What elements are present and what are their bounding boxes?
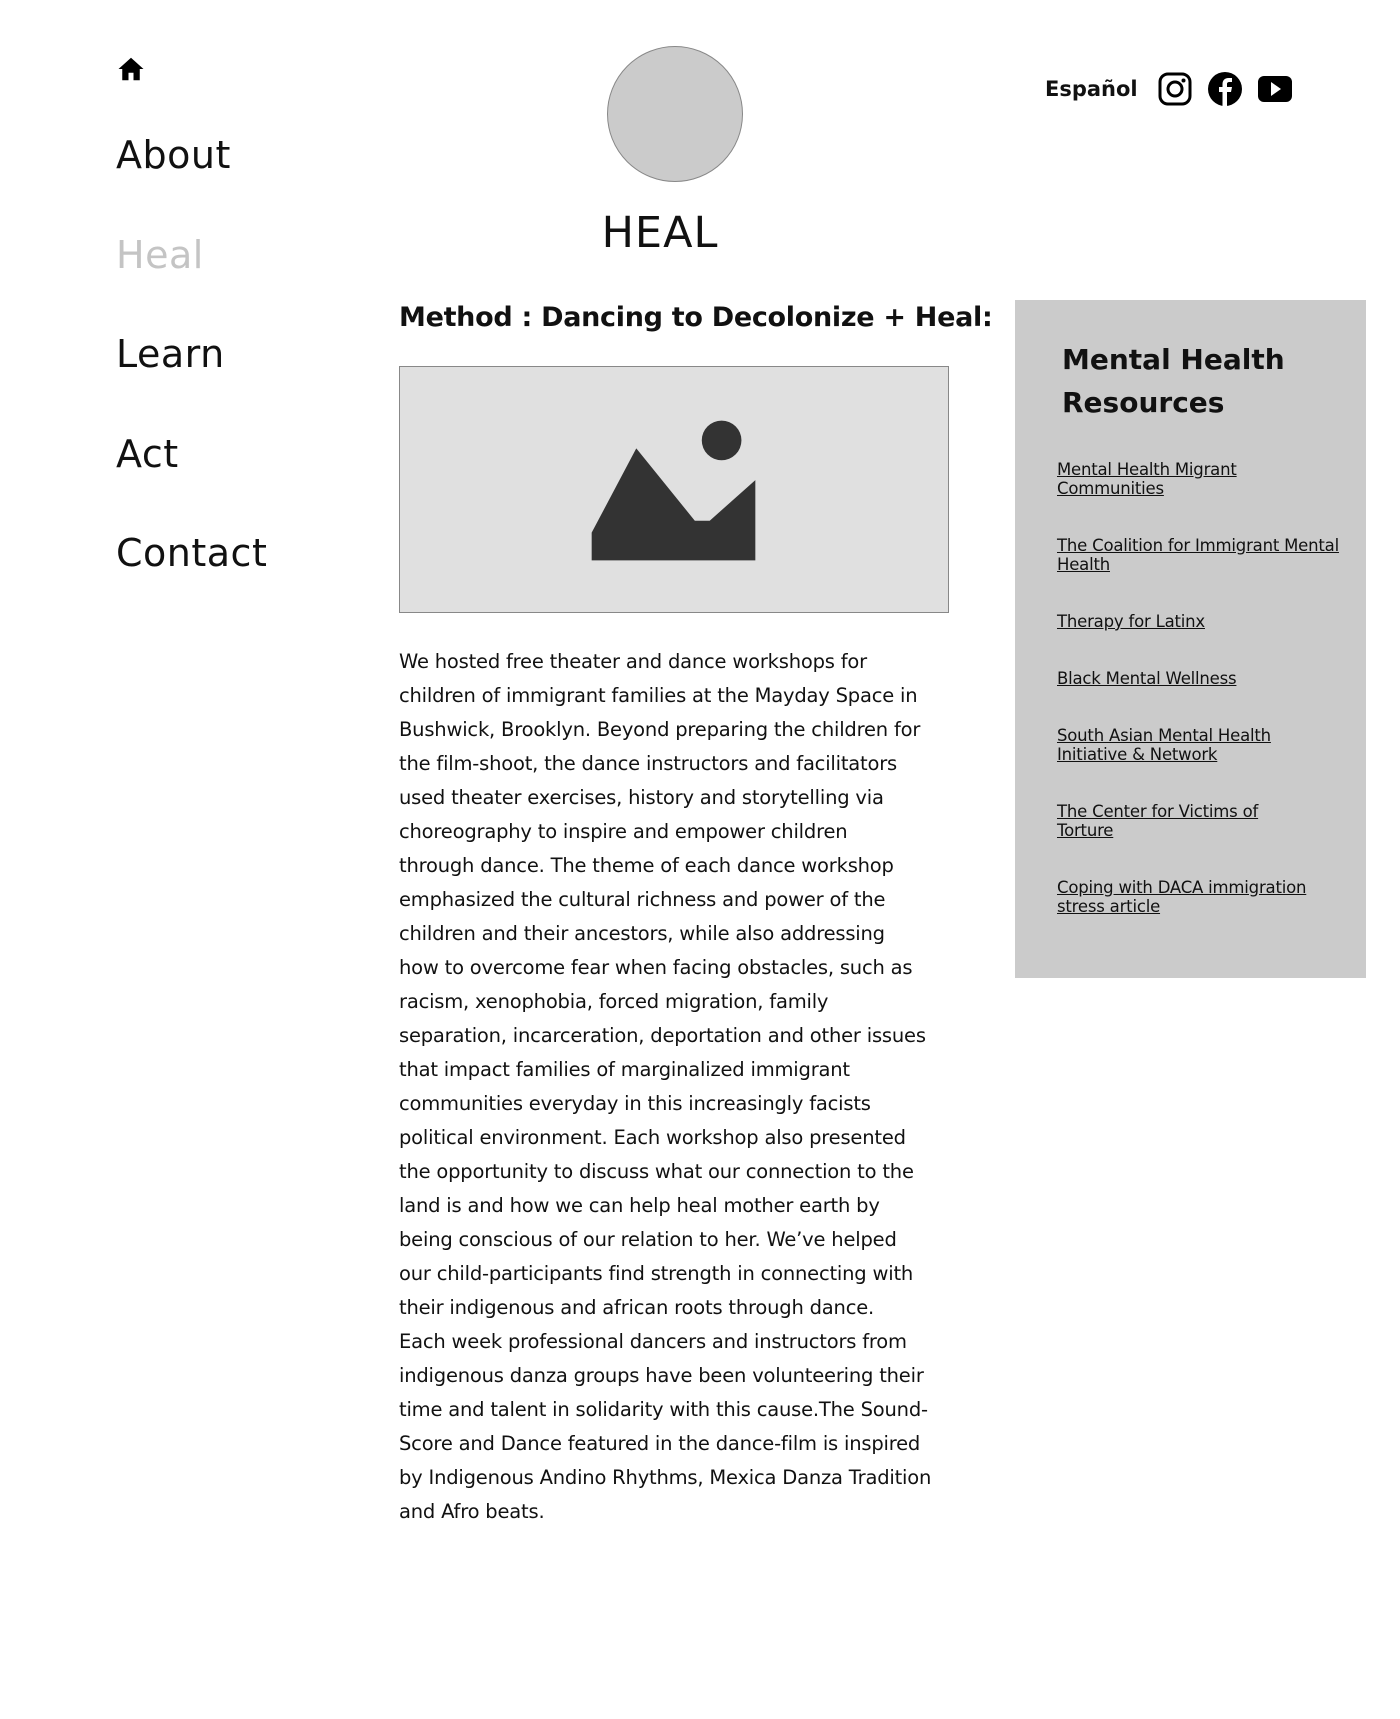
- image-placeholder: [399, 366, 949, 613]
- instagram-icon[interactable]: [1157, 71, 1193, 107]
- nav-act[interactable]: Act: [116, 432, 179, 476]
- image-placeholder-icon: [400, 367, 948, 612]
- paragraph-line: land is and how we can help heal mother earth by: [399, 1194, 880, 1217]
- paragraph-line: by Indigenous Andino Rhythms, Mexica Danza Tradition: [399, 1466, 932, 1489]
- paragraph-line: children and their ancestors, while also addressing: [399, 922, 885, 945]
- paragraph-line: choreography to inspire and empower children: [399, 820, 848, 843]
- paragraph-line: used theater exercises, history and storytelling via: [399, 786, 884, 809]
- paragraph-line: that impact families of marginalized immigrant: [399, 1058, 850, 1081]
- resources-panel: [1015, 300, 1366, 978]
- paragraph-line: emphasized the cultural richness and power of the: [399, 888, 886, 911]
- paragraph-line: children of immigrant families at the Mayday Space in: [399, 684, 918, 707]
- paragraph-line: Each week professional dancers and instructors from: [399, 1330, 907, 1353]
- paragraph-line: being conscious of our relation to her. We’ve helped: [399, 1228, 897, 1251]
- facebook-icon[interactable]: [1207, 71, 1243, 107]
- resource-link[interactable]: The Coalition for Immigrant Mental Health: [1057, 536, 1339, 574]
- section-heading: Method : Dancing to Decolonize + Heal:: [399, 302, 993, 333]
- resources-title: [1062, 338, 1285, 424]
- paragraph-line: We hosted free theater and dance workshops for: [399, 650, 867, 673]
- paragraph-line: time and talent in solidarity with this cause.The Sound-: [399, 1398, 928, 1421]
- resource-link[interactable]: The Center for Victims of Torture: [1057, 802, 1259, 840]
- resource-link[interactable]: Coping with DACA immigration stress article: [1057, 878, 1307, 916]
- paragraph-line: political environment. Each workshop also presented: [399, 1126, 906, 1149]
- resource-link[interactable]: Therapy for Latinx: [1057, 612, 1205, 631]
- paragraph-line: Bushwick, Brooklyn. Beyond preparing the children for: [399, 718, 921, 741]
- language-link[interactable]: Español: [1045, 77, 1138, 101]
- youtube-icon[interactable]: [1257, 71, 1293, 107]
- paragraph-line: how to overcome fear when facing obstacles, such as: [399, 956, 913, 979]
- nav-contact[interactable]: Contact: [116, 531, 268, 575]
- paragraph-line: our child-participants find strength in connecting with: [399, 1262, 914, 1285]
- resource-link[interactable]: Mental Health Migrant Communities: [1057, 460, 1237, 498]
- page-title: HEAL: [601, 208, 719, 258]
- resources-title-line: Mental Health: [1062, 343, 1285, 376]
- body-paragraph: [399, 645, 931, 1529]
- home-icon[interactable]: [116, 54, 146, 84]
- paragraph-line: separation, incarceration, deportation and other issues: [399, 1024, 926, 1047]
- resource-link[interactable]: South Asian Mental Health Initiative & Network: [1057, 726, 1271, 764]
- nav-learn[interactable]: Learn: [116, 332, 225, 376]
- logo-circle: [607, 46, 743, 182]
- resource-link[interactable]: Black Mental Wellness: [1057, 669, 1237, 688]
- nav-about[interactable]: About: [116, 133, 231, 177]
- paragraph-line: through dance. The theme of each dance workshop: [399, 854, 894, 877]
- paragraph-line: the opportunity to discuss what our connection to the: [399, 1160, 914, 1183]
- paragraph-line: the film-shoot, the dance instructors and facilitators: [399, 752, 898, 775]
- paragraph-line: Score and Dance featured in the dance-film is inspired: [399, 1432, 921, 1455]
- paragraph-line: their indigenous and african roots through dance.: [399, 1296, 875, 1319]
- paragraph-line: and Afro beats.: [399, 1500, 545, 1523]
- nav-heal[interactable]: Heal: [116, 233, 204, 277]
- resources-title-line: Resources: [1062, 386, 1225, 419]
- paragraph-line: racism, xenophobia, forced migration, family: [399, 990, 829, 1013]
- paragraph-line: indigenous danza groups have been volunteering their: [399, 1364, 924, 1387]
- paragraph-line: communities everyday in this increasingly facists: [399, 1092, 871, 1115]
